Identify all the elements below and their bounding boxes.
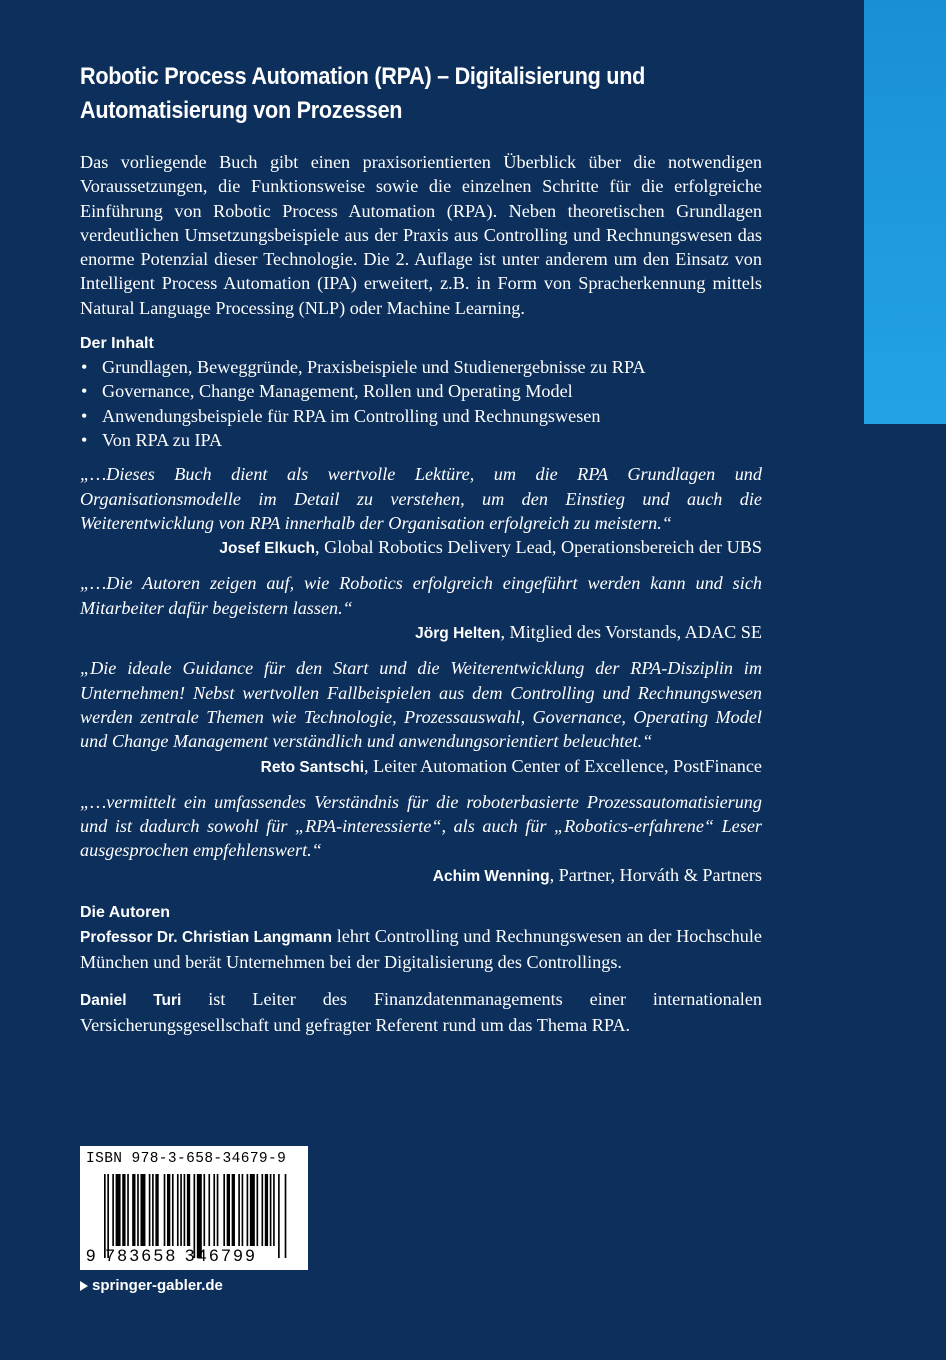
isbn-barcode <box>80 1146 308 1270</box>
quote-attribution <box>80 620 762 646</box>
list-item-text: Anwendungsbeispiele für RPA im Controlling und Rechnungswesen <box>102 405 601 426</box>
barcode-bar <box>127 1174 129 1246</box>
barcode-bar <box>132 1174 135 1246</box>
bullet-icon: • <box>81 405 88 426</box>
barcode-bar <box>203 1174 205 1246</box>
book-title <box>80 60 764 128</box>
testimonial-4 <box>80 790 762 889</box>
quote-author-role: , Mitglied des Vorstands, ADAC SE <box>500 622 762 643</box>
list-item <box>80 379 762 403</box>
author-bio-text: ist Leiter des Finanzdatenmanagements einer internationalen Versicherungsgesellschaft und gefragter Referent rund um das Thema RPA. <box>80 988 763 1035</box>
quote-author-name: Reto Santschi <box>260 758 365 776</box>
quote-author-role: , Leiter Automation Center of Excellence, PostFinance <box>364 755 762 776</box>
authors-heading: Die Autoren <box>80 904 171 922</box>
bullet-icon: • <box>81 357 88 378</box>
list-item-text: Governance, Change Management, Rollen und Operating Model <box>102 381 573 402</box>
list-item <box>80 428 762 452</box>
barcode-bar <box>187 1174 190 1246</box>
list-item-text: Grundlagen, Beweggründe, Praxisbeispiele und Studienergebnisse zu RPA <box>102 357 646 378</box>
author-bio-text: lehrt Controlling und Rechnungswesen an der Hochschule München und berät Unternehmen bei der Digitalisierung des Controllings. <box>80 926 762 973</box>
quote-text: „…Dieses Buch dient als wertvolle Lektüre, um die RPA Grundlagen und Organisationsmodelle im Detail zu verstehen, um den Einstieg und auch die Weiterentwicklung von RPA innerhalb der Organisation erfolgreich zu meistern.“ <box>80 464 762 533</box>
website-link[interactable]: springer-gabler.de <box>92 1277 223 1294</box>
list-item-text: Von RPA zu IPA <box>102 429 223 450</box>
barcode-bar <box>149 1174 151 1246</box>
barcode-bar <box>213 1174 215 1246</box>
barcode-bar <box>155 1174 158 1246</box>
quote-author-name: Jörg Helten <box>415 625 501 643</box>
publisher-website[interactable] <box>80 1276 223 1296</box>
author-name: Professor Dr. Christian Langmann <box>80 929 332 947</box>
quote-author-role: , Global Robotics Delivery Lead, Operationsbereich der UBS <box>315 537 762 558</box>
barcode-bar <box>232 1174 235 1246</box>
barcode-digits: 9 783658 346799 <box>86 1246 258 1265</box>
barcode-bar <box>242 1174 244 1246</box>
barcode-bar <box>177 1174 179 1246</box>
quote-attribution <box>80 535 762 561</box>
barcode-bar <box>122 1174 125 1246</box>
quote-author-name: Josef Elkuch <box>219 540 315 558</box>
barcode-bar <box>116 1174 121 1246</box>
barcode-bar <box>140 1174 145 1246</box>
barcode-bar <box>261 1174 263 1246</box>
barcode-bar <box>217 1174 219 1246</box>
quote-author-role: , Partner, Horváth & Partners <box>549 864 762 885</box>
barcode-bar <box>180 1174 182 1246</box>
quote-text: „…vermittelt ein umfassendes Verständnis für die roboterbasierte Prozessautomatisierung und ist dadurch sowohl für „RPA-interessierte“, als auch für „Robotics-erfahrene“ Leser ausgesprochen empfehlenswert.“ <box>80 791 762 861</box>
author-bio-1 <box>80 924 762 975</box>
barcode-bar <box>265 1174 268 1246</box>
isbn-label: ISBN 978-3-658-34679-9 <box>86 1151 287 1167</box>
arrow-right-icon <box>80 1281 88 1291</box>
back-cover-content <box>80 60 762 1049</box>
barcode-bar <box>152 1174 154 1246</box>
barcode-bar <box>167 1174 170 1246</box>
quote-author-name: Achim Wenning <box>432 867 550 885</box>
barcode-bar <box>278 1174 280 1258</box>
author-name: Daniel Turi <box>80 991 182 1009</box>
testimonial-1 <box>80 462 762 561</box>
accent-strip <box>864 0 946 424</box>
barcode-bar <box>112 1174 114 1246</box>
author-bio-2 <box>80 987 762 1038</box>
contents-list <box>80 355 762 452</box>
contents-heading: Der Inhalt <box>80 335 154 353</box>
quote-text: „Die ideale Guidance für den Start und die Weiterentwicklung der RPA-Disziplin im Unternehmen! Nebst wertvollen Fallbeispielen aus dem Controlling und Rechnungswesen werden zentrale Themen wie Technologie, Prozessauswahl, Governance, Operating Model und Change Management verständlich und anwendungsorientiert beleuchtet.“ <box>80 658 762 752</box>
barcode-bar <box>273 1174 275 1246</box>
barcode-bar <box>227 1174 230 1246</box>
barcode-bar <box>285 1174 287 1258</box>
title-line-2: Automatisierung von Prozessen <box>80 97 403 124</box>
bullet-icon: • <box>81 381 88 402</box>
barcode-bar <box>172 1174 174 1246</box>
barcode-bar <box>257 1174 259 1246</box>
quote-text: „…Die Autoren zeigen auf, wie Robotics erfolgreich eingeführt werden kann und sich Mitarbeiter dafür begeistern lassen.“ <box>80 573 762 618</box>
barcode-bar <box>247 1174 249 1246</box>
quote-attribution <box>80 863 762 889</box>
barcode-bar <box>184 1174 186 1246</box>
barcode-bar <box>238 1174 240 1246</box>
list-item <box>80 355 762 379</box>
quote-attribution <box>80 754 762 780</box>
barcode-bar <box>164 1174 166 1246</box>
list-item <box>80 404 762 428</box>
testimonial-3 <box>80 656 762 779</box>
barcode-bar <box>208 1174 210 1246</box>
barcode-bar <box>270 1174 272 1246</box>
bullet-icon: • <box>81 429 88 450</box>
intro-paragraph: Das vorliegende Buch gibt einen praxisorientierten Überblick über die notwendigen Voraussetzungen, die Funktionsweise sowie die einzelnen Schritte für die erfolgreiche Einführung von Robotic Process Automation (RPA). Neben theoretischen Grundlagen verdeutlichen Umsetzungsbeispiele aus der Praxis aus Controlling und Rechnungswesen das enorme Potenzial dieser Technologie. Die 2. Auflage ist unter anderem um den Einsatz von Intelligent Process Automation (IPA) erweitert, z.B. in Form von Spracherkennung mittels Natural Language Processing (NLP) oder Machine Learning. <box>80 152 762 318</box>
barcode-bar <box>250 1174 255 1246</box>
testimonial-2 <box>80 571 762 646</box>
title-line-1: Robotic Process Automation (RPA) – Digitalisierung und <box>80 63 646 90</box>
barcode-bar <box>223 1174 225 1246</box>
barcode-bar <box>137 1174 139 1246</box>
